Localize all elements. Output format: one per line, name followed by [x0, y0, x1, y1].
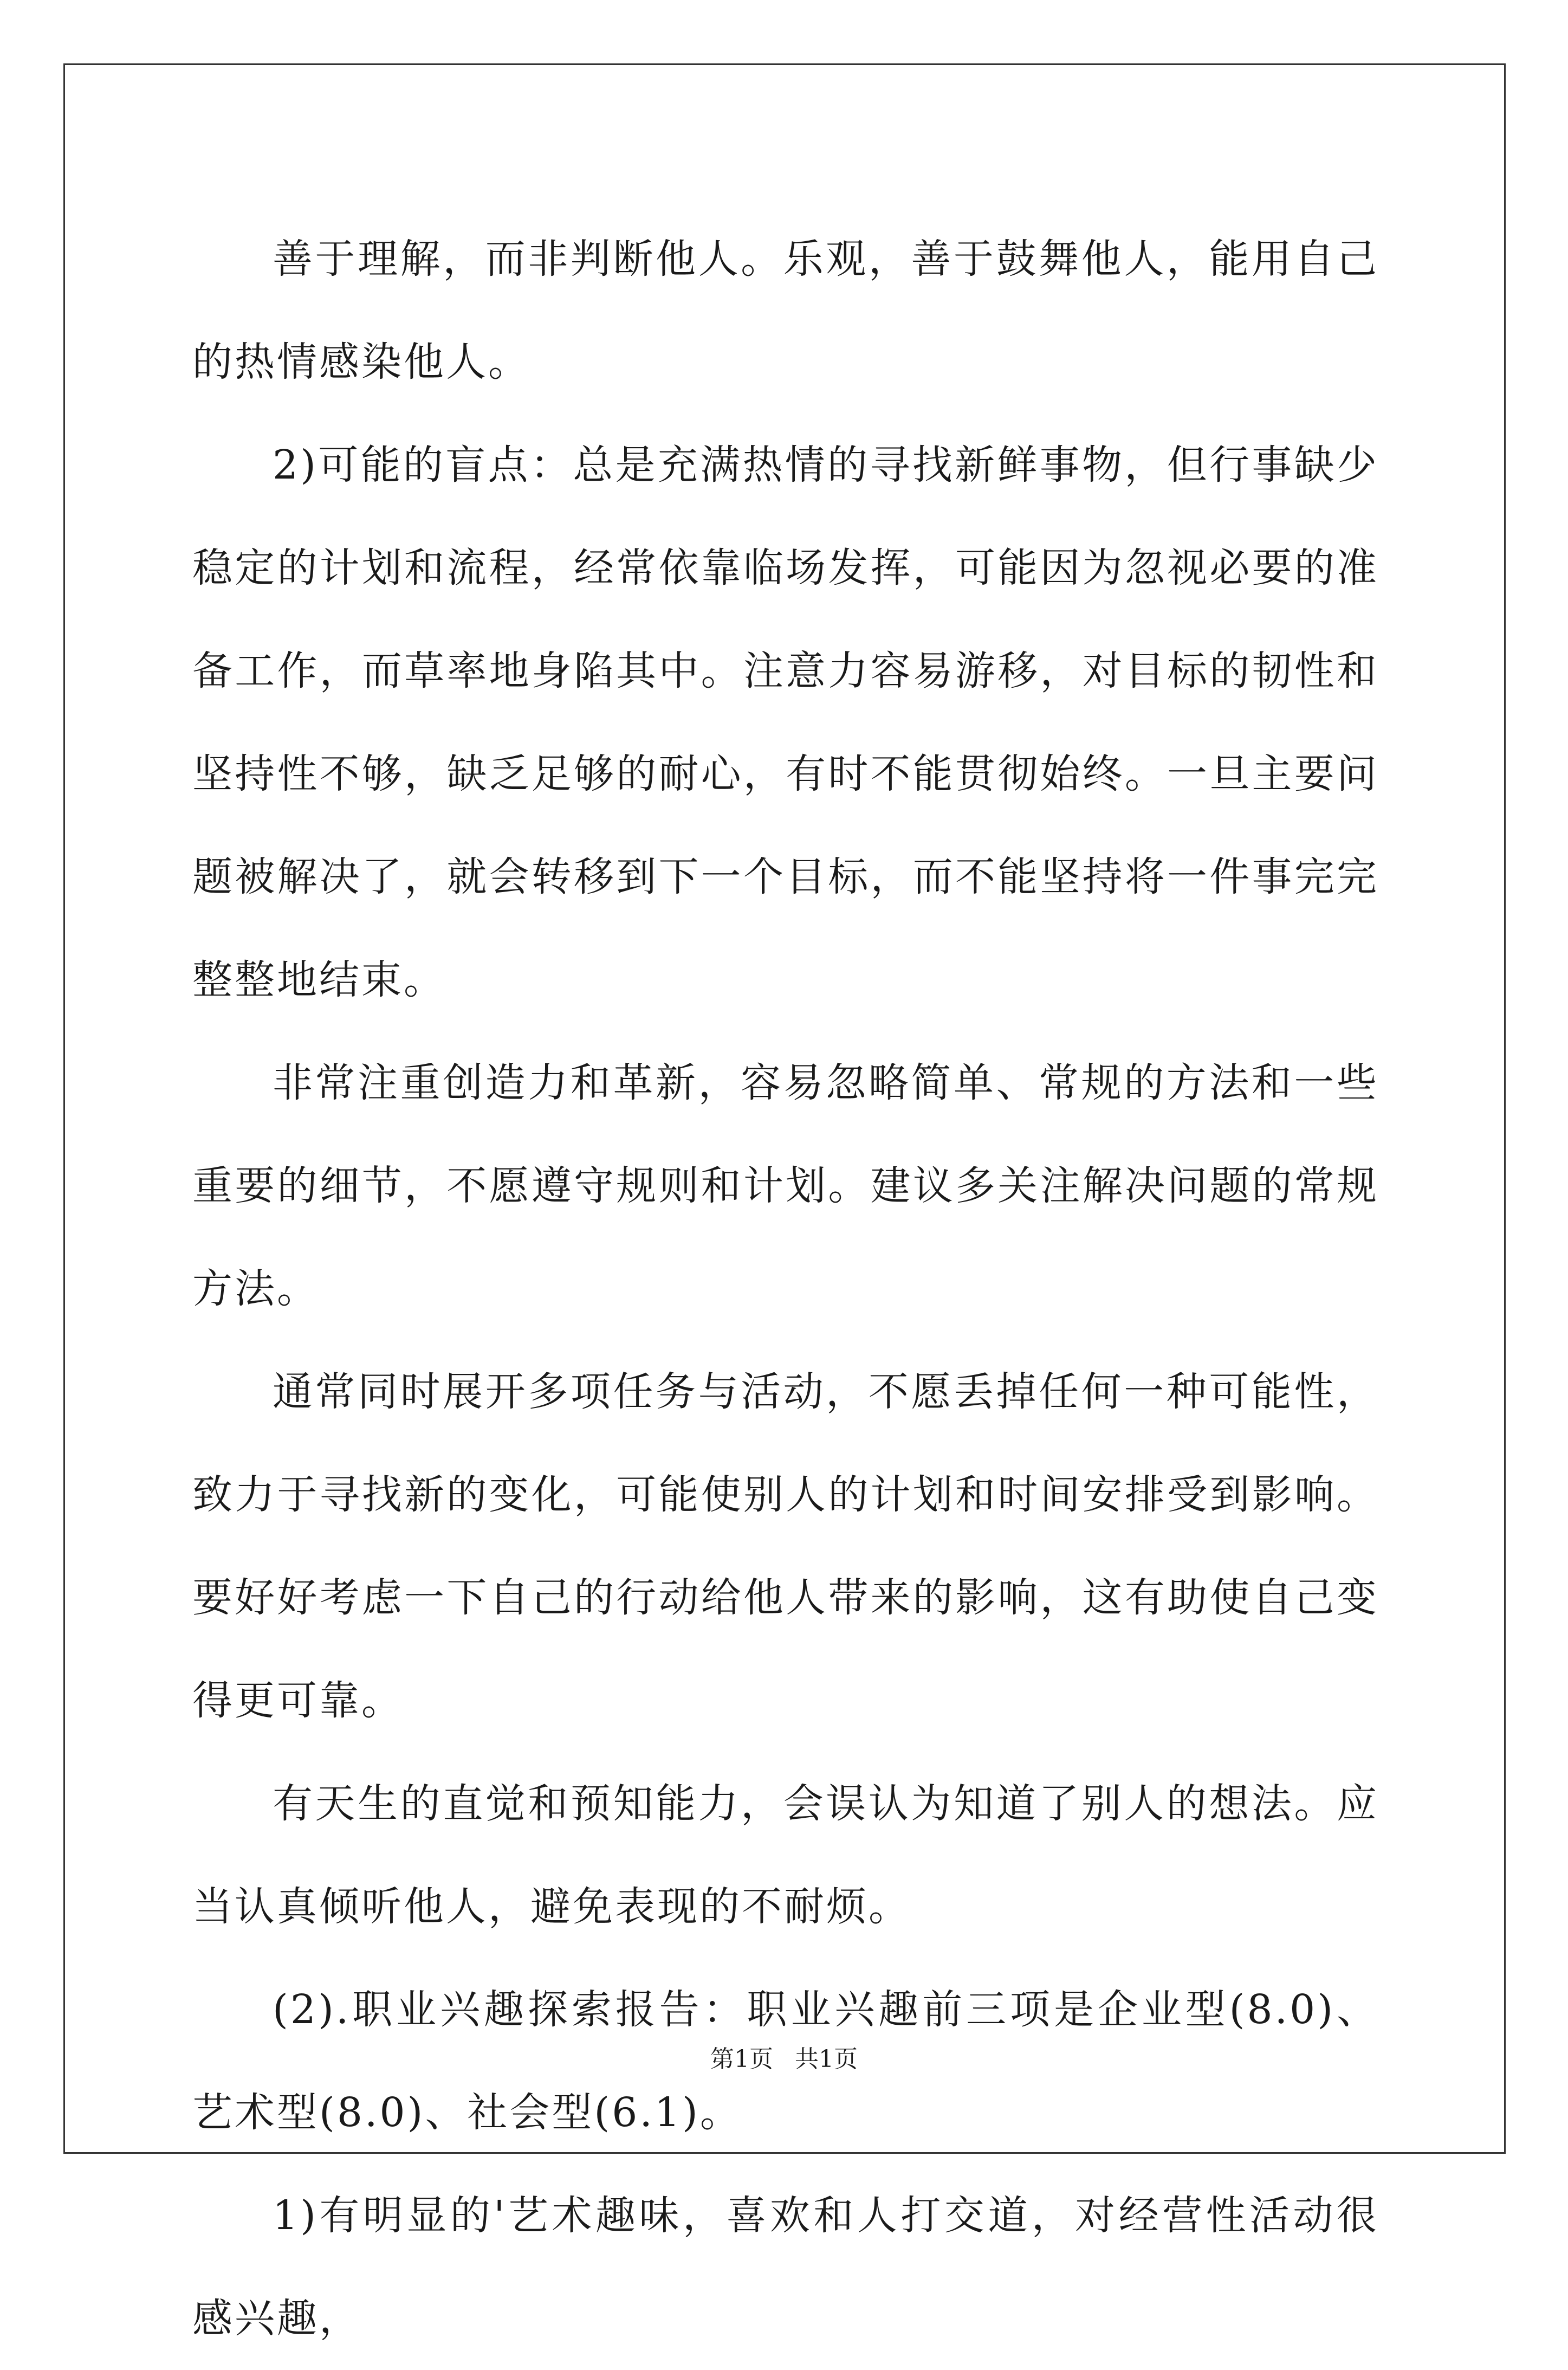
- paragraph: 通常同时展开多项任务与活动，不愿丢掉任何一种可能性，致力于寻找新的变化，可能使别人的计划和时间安排受到影响。要好好考虑一下自己的行动给他人带来的影响，这有助使自己变得更可靠。: [192, 1368, 1379, 1724]
- paragraph: (2).职业兴趣探索报告：职业兴趣前三项是企业型(8.0)、艺术型(8.0)、社会型(6.1)。: [192, 1986, 1379, 2136]
- paragraph: 非常注重创造力和革新，容易忽略简单、常规的方法和一些重要的细节，不愿遵守规则和计划。建议多关注解决问题的常规方法。: [192, 1060, 1379, 1312]
- paragraph: 1)有明显的'艺术趣味，喜欢和人打交道，对经营性活动很感兴趣，: [192, 2192, 1379, 2342]
- page-number-current: 第1页: [710, 2045, 773, 2073]
- page-footer: [0, 2043, 1568, 2076]
- paragraph: 2)可能的盲点：总是充满热情的寻找新鲜事物，但行事缺少稳定的计划和流程，经常依靠临场发挥，可能因为忽视必要的准备工作，而草率地身陷其中。注意力容易游移，对目标的韧性和坚持性不够，缺乏足够的耐心，有时不能贯彻始终。一旦主要问题被解决了，就会转移到下一个目标，而不能坚持将一件事完完整整地结束。: [192, 442, 1379, 1003]
- paragraph: 有天生的直觉和预知能力，会误认为知道了别人的想法。应当认真倾听他人，避免表现的不耐烦。: [192, 1780, 1379, 1930]
- page-number-total: 共1页: [795, 2045, 858, 2073]
- paragraph: 善于理解，而非判断他人。乐观，善于鼓舞他人，能用自己的热情感染他人。: [192, 236, 1379, 385]
